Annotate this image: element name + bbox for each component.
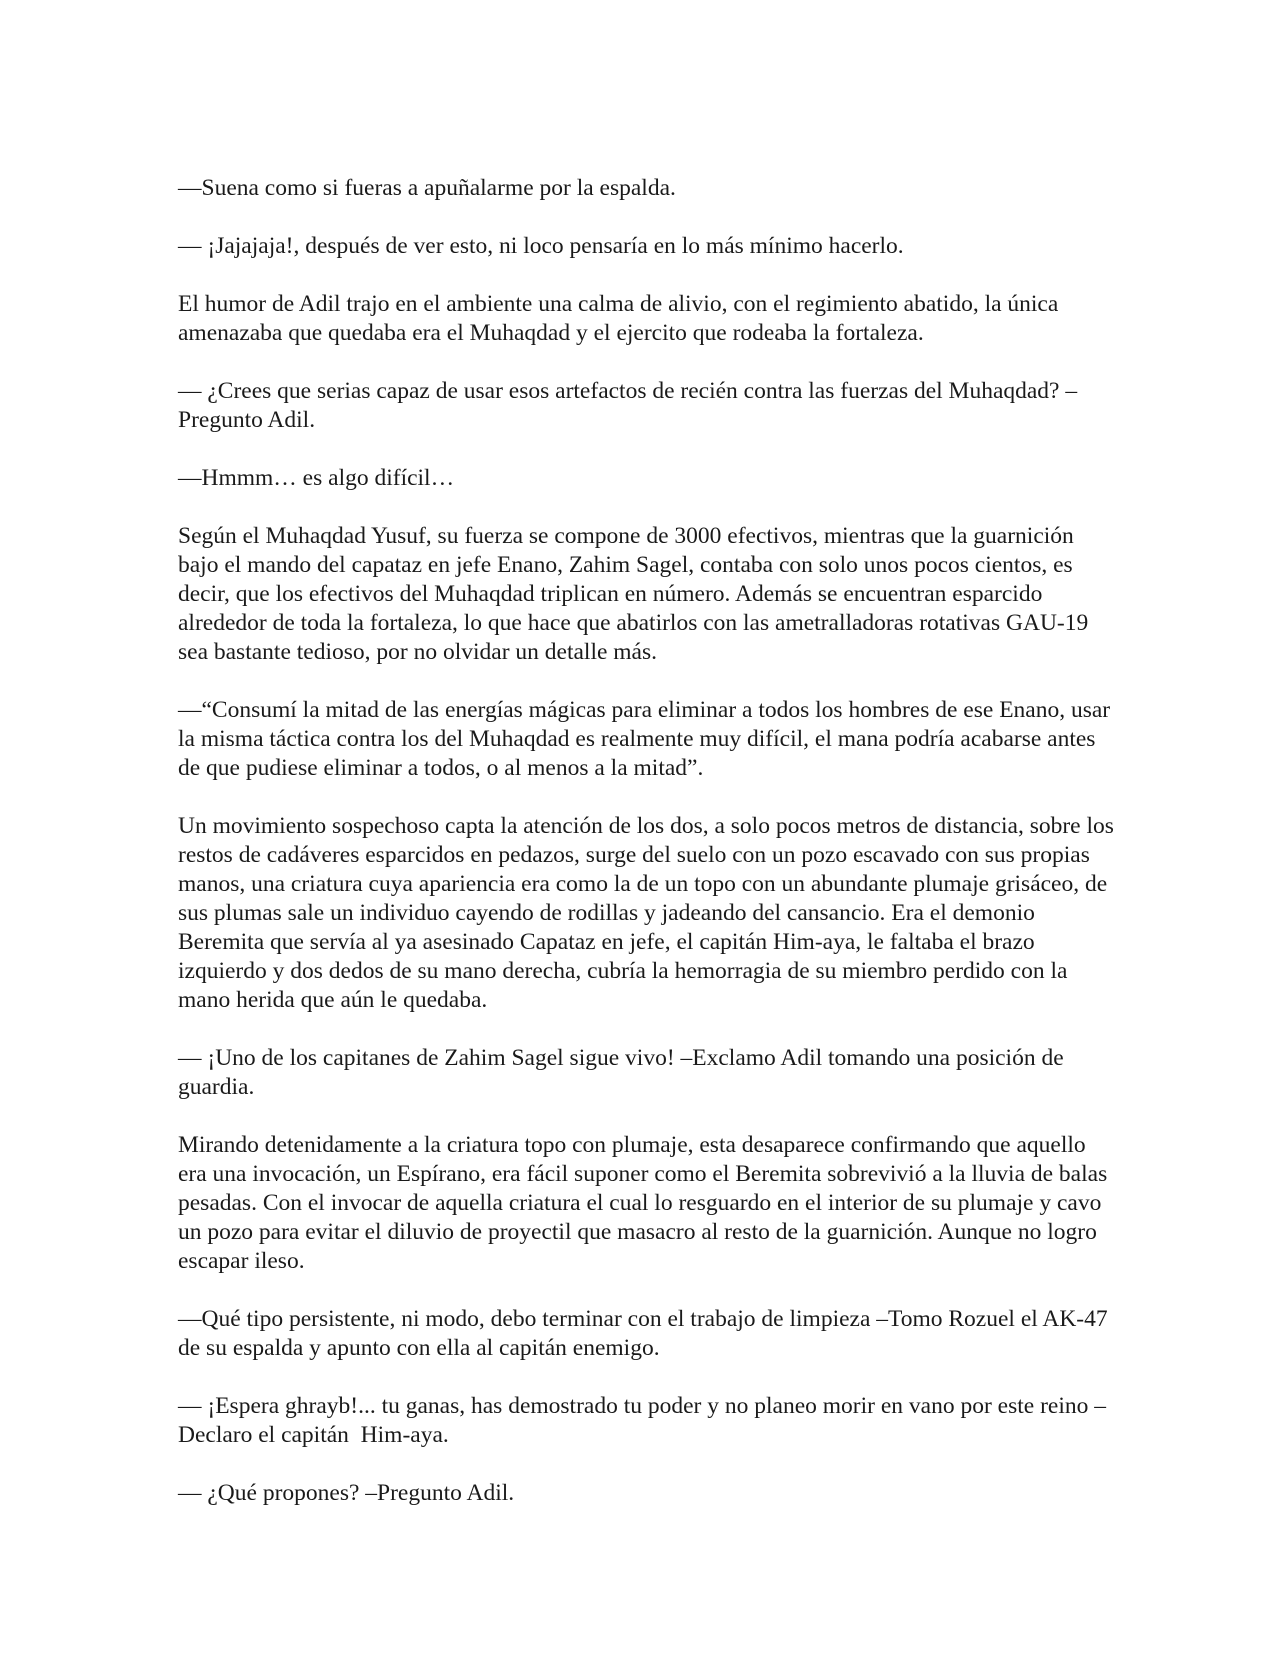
paragraph-5: —Hmmm… es algo difícil… [178,465,455,491]
document-body [178,174,1118,1537]
paragraph-8: Un movimiento sospechoso capta la atención de los dos, a solo pocos metros de distancia, sobre los restos de cadáveres esparcidos en pedazos, surge del suelo con un pozo escavado con sus propias manos, una criatura cuya apariencia era como la de un topo con un abundante plumaje grisáceo, de sus plumas sale un individuo cayendo de rodillas y jadeando del cansancio. Era el demonio Beremita que servía al ya asesinado Capataz en jefe, el capitán Him-aya, le faltaba el brazo izquierdo y dos dedos de su mano derecha, cubría la hemorragia de su miembro perdido con la mano herida que aún le quedaba. [178,813,1120,1013]
paragraph-6: Según el Muhaqdad Yusuf, su fuerza se compone de 3000 efectivos, mientras que la guarnición bajo el mando del capataz en jefe Enano, Zahim Sagel, contaba con solo unos pocos cientos, es decir, que los efectivos del Muhaqdad triplican en número. Además se encuentran esparcido alrededor de toda la fortaleza, lo que hace que abatirlos con las ametralladoras rotativas GAU-19 sea bastante tedioso, por no olvidar un detalle más. [178,523,1095,665]
paragraph-13: — ¿Qué propones? –Pregunto Adil. [178,1480,515,1506]
paragraph-3: El humor de Adil trajo en el ambiente una calma de alivio, con el regimiento abatido, la única amenazaba que quedaba era el Muhaqdad y el ejercito que rodeaba la fortaleza. [178,291,1065,346]
paragraph-9: — ¡Uno de los capitanes de Zahim Sagel sigue vivo! –Exclamo Adil tomando una posición de guardia. [178,1045,1070,1100]
paragraph-2: — ¡Jajajaja!, después de ver esto, ni loco pensaría en lo más mínimo hacerlo. [178,233,904,259]
paragraph-4: — ¿Crees que serias capaz de usar esos artefactos de recién contra las fuerzas del Muhaqdad? –Pregunto Adil. [178,378,1078,433]
paragraph-12: — ¡Espera ghrayb!... tu ganas, has demostrado tu poder y no planeo morir en vano por este reino –Declaro el capitán Him-aya. [178,1393,1106,1448]
paragraph-1: —Suena como si fueras a apuñalarme por la espalda. [178,175,676,201]
paragraph-7: —“Consumí la mitad de las energías mágicas para eliminar a todos los hombres de ese Enano, usar la misma táctica contra los del Muhaqdad es realmente muy difícil, el mana podría acabarse antes de que pudiese eliminar a todos, o al menos a la mitad”. [178,697,1117,781]
paragraph-10: Mirando detenidamente a la criatura topo con plumaje, esta desaparece confirmando que aquello era una invocación, un Espírano, era fácil suponer como el Beremita sobrevivió a la lluvia de balas pesadas. Con el invocar de aquella criatura el cual lo resguardo en el interior de su plumaje y cavo un pozo para evitar el diluvio de proyectil que masacro al resto de la guarnición. Aunque no logro escapar ileso. [178,1132,1114,1274]
paragraph-11: —Qué tipo persistente, ni modo, debo terminar con el trabajo de limpieza –Tomo Rozuel el AK-47 de su espalda y apunto con ella al capitán enemigo. [178,1306,1114,1361]
